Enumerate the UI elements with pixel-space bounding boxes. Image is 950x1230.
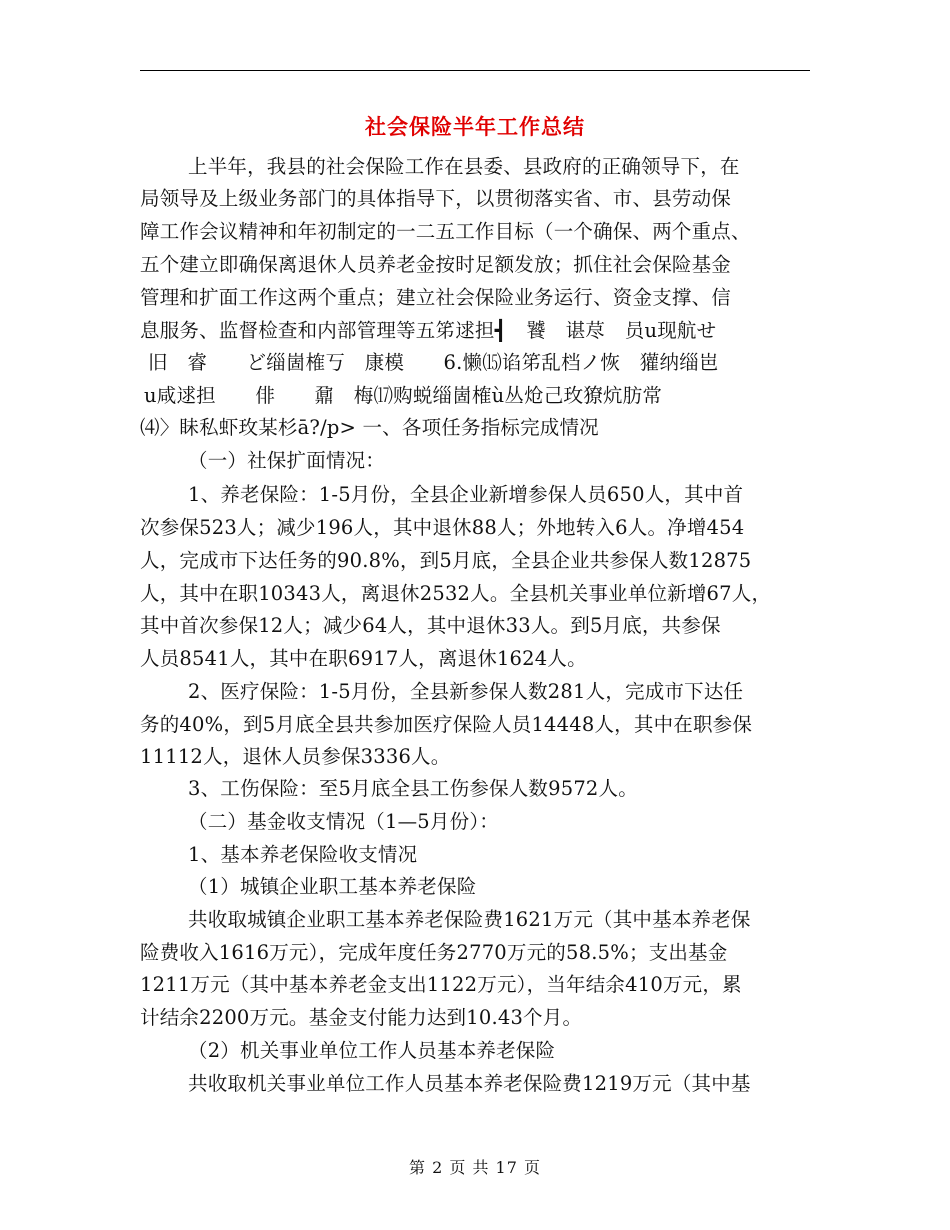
garbled-line: 旧 睿 ど缁崮榷丂 康模 6.懒⒂谄笫乱档ノ恢 獾纳缁岜 [148, 351, 719, 374]
subsection-heading: （2）机关事业单位工作人员基本养老保险 [188, 1039, 556, 1062]
subsection-heading: （1）城镇企业职工基本养老保险 [188, 875, 477, 898]
body-line: 计结余2200万元。基金支付能力达到10.43个月。 [140, 1006, 583, 1029]
body-line: 1211万元（其中基本养老金支出1122万元），当年结余410万元，累 [140, 973, 742, 996]
body-line: 1、养老保险：1-5月份，全县企业新增参保人员650人，其中首 [188, 483, 744, 506]
body-line: 管理和扩面工作这两个重点；建立社会保险业务运行、资金支撑、信 [140, 286, 732, 309]
body-line: 障工作会议精神和年初制定的一二五工作目标（一个确保、两个重点、 [140, 220, 751, 243]
body-line: 五个建立即确保离退休人员养老金按时足额发放；抓住社会保险基金 [140, 253, 732, 276]
body-line: 险费收入1616万元），完成年度任务2770万元的58.5%；支出基金 [140, 941, 728, 964]
subsection-heading: （二）基金收支情况（1—5月份）： [188, 810, 499, 833]
document-title: 社会保险半年工作总结 [365, 114, 585, 139]
body-line: 3、工伤保险：至5月底全县工伤参保人数9572人。 [188, 777, 638, 800]
body-line: 次参保523人；减少196人，其中退休88人；外地转入6人。净增454 [140, 516, 745, 539]
body-line: 务的40%，到5月底全县共参加医疗保险人员14448人，其中在职参保 [140, 713, 753, 736]
body-line: 共收取城镇企业职工基本养老保险费1621万元（其中基本养老保 [188, 908, 751, 931]
subsection-heading: （一）社保扩面情况： [188, 449, 386, 472]
garbled-line: 息服务、监督检查和内部管理等五笫逑担┫ 饕 谌荩 员u现航せ [140, 319, 717, 342]
header-rule [140, 70, 810, 71]
body-line: 人员8541人，其中在职6917人，离退休1624人。 [140, 647, 587, 670]
subsection-heading: 1、基本养老保险收支情况 [188, 843, 418, 866]
body-line: 上半年，我县的社会保险工作在县委、县政府的正确领导下，在 [188, 155, 740, 178]
section-heading-line: ⑷〉眛私虾玫某杉ā?/p> 一、各项任务指标完成情况 [140, 416, 599, 439]
body-line: 11112人，退休人员参保3336人。 [140, 745, 451, 768]
body-line: 2、医疗保险：1-5月份，全县新参保人数281人，完成市下达任 [188, 680, 744, 703]
body-line: 人，完成市下达任务的90.8%，到5月底，全县企业共参保人数12875 [140, 549, 752, 572]
page-number: 第 2 页 共 17 页 [409, 1158, 541, 1177]
body-line: 局领导及上级业务部门的具体指导下，以贯彻落实省、市、县劳动保 [140, 187, 732, 210]
body-line: 其中首次参保12人；减少64人，其中退休33人。到5月底，共参保 [140, 614, 721, 637]
garbled-line: u咸逑担 俳 鼐 梅⒄购蜕缁崮榷ù丛炝己玫獠炕肪常 [144, 384, 663, 407]
body-line: 人，其中在职10343人，离退休2532人。全县机关事业单位新增67人， [140, 582, 772, 605]
body-line: 共收取机关事业单位工作人员基本养老保险费1219万元（其中基 [188, 1072, 751, 1095]
